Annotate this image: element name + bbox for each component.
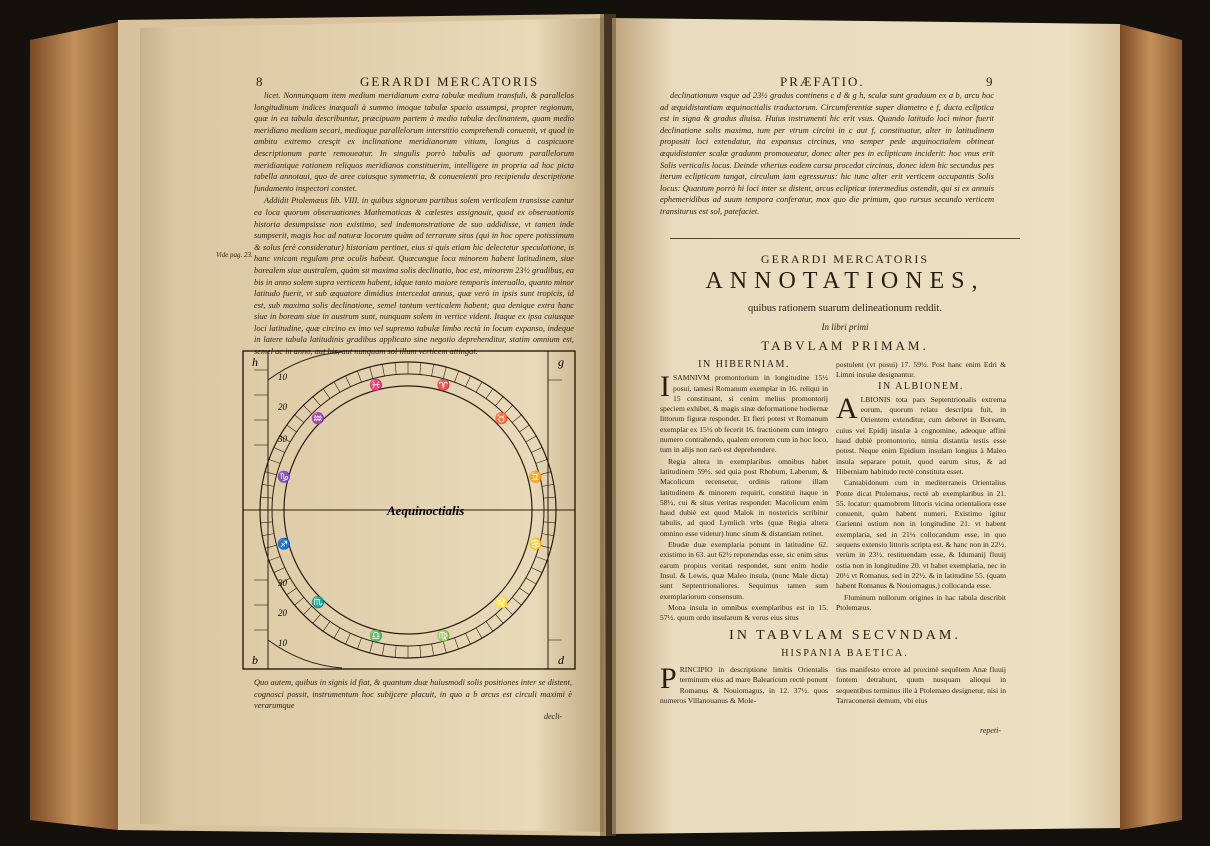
zodiac-sign-icon: ♎ xyxy=(369,630,384,643)
column-baetica-1 xyxy=(660,662,828,725)
paragraph: Ebudæ duæ exemplaria ponunt in latitudine 62. existimo in 63. aut 62½ reponendas esse, sic enim situs earum propius veritati respondet, sunt enim hodie Insul. & Lewis, quæ Maleo insula, (nunc Male dicta) sunt Septentrionaliores. Sequimus tamen sum exemplariorum consensum. xyxy=(660,540,828,601)
scale-label: 10 xyxy=(278,638,287,648)
page-number-right: 9 xyxy=(986,74,993,89)
ring-tick xyxy=(465,633,470,644)
zodiac-sign-icon: ♐ xyxy=(277,538,292,551)
ring-tick xyxy=(512,597,521,605)
ring-tick xyxy=(274,447,285,452)
ring-tick xyxy=(420,363,421,375)
column-albion xyxy=(836,360,1006,615)
ring-tick xyxy=(295,415,304,423)
catchword-left: decli- xyxy=(544,712,563,721)
ring-tick xyxy=(345,376,350,387)
drop-cap: I xyxy=(660,370,670,404)
ring-tick xyxy=(432,644,434,656)
ring-tick xyxy=(357,638,361,649)
ring-tick xyxy=(536,557,547,561)
tabulam-secundam: IN TABVLAM SECVNDAM. xyxy=(729,628,961,643)
astrolabe-figure xyxy=(242,350,576,670)
catchword-right: repeti- xyxy=(980,726,1002,735)
drop-cap: A xyxy=(836,391,858,425)
ring-tick xyxy=(334,382,340,392)
ring-tick xyxy=(531,567,542,572)
ring-tick xyxy=(455,638,459,649)
zodiac-sign-icon: ♉ xyxy=(494,413,509,426)
ring-tick xyxy=(265,545,277,548)
ring-tick xyxy=(519,425,529,432)
ring-tick xyxy=(395,363,396,375)
ring-tick xyxy=(382,364,384,376)
paragraph: licet. Nonnunquam item medium meridianum extra tabulæ medium transfuli, & parallelos longitudinum indices inæquali à summo imoque tabulæ spacio assumpsi, propter regionum, quæ in ea tabula describuntur, præcipuam partem à medio tabulæ declinantem, quam medio meridiano mediam secari, medioque parallelorum interstitio comprehendi conuenit, vt quod in ambitu extremo cresçit ex inclinatione meridianorum vitium, longius à cospicuore descriptionum parte remoueatur. In singulis porrò tabulis ad quorum parallelorum meridianique rationem reliquos meridianos constituerim, intelligere in propria ad hoc picta tabella annotaui, quo de aree cuiusque symmetria, & conuenienti pro recipienda descriptione fundamento inspectori constet. xyxy=(254,91,574,193)
paragraph: SAMNIVM promontorium in longitudine 15½ posui, tamesi Romanum exemplar in 16. reliqui in 15 constituant, si cenim melius promontorij speciem exhibet, & magis sinæ deformatione hodiernæ littorum figuræ respondet. Et fieri potest vt Romanum exemplar ex 15½ ob fecerit 16. fractionem cum integro numero contrahendo, qualem errorem cum in hoc loco, tum in alijs non rarò est deprehendere. xyxy=(660,373,828,455)
annotations-author: GERARDI MERCATORIS xyxy=(760,252,930,266)
zodiac-sign-icon: ♍ xyxy=(436,630,451,643)
zodiac-sign-icon: ♓ xyxy=(369,379,384,392)
ring-tick xyxy=(443,367,446,379)
paragraph: Addidit Ptolemæus lib. VIII. in quibus signorum partibus solem verticalem transisse cantur ea loca quorum obseruationes Mathematicas & cœlestes assignauit, quod ex obseruationis historia desumpsisse non existimo, sed indemonstratione de suo addidisse, vt tamen inde sumpserit, magis hoc ad naturæ locorum quàm ad terrarum situs (qui in hoc opere potissimum & solus ferè consideratur) historiam pertinet, eius si quis etiam hic delectetur speculatione, is hanc vnicam regulam præ oculis habeat. Quæcunque loca minorem habent latitudinem, siue borealem siue australem, quàm sit maxima solis declinatio, hoc est, minorem 23½ gradibus, ea bis in anno solem supra verticem habent, idque tanto maiore temporis interuallo, quanto minor latitudo fuerit, vt sub æquatore dimidius intercedat annus, quæ verò in ipsis sunt tropicis, id est, sub maxima solis declinatione, semel tantum verticalem habent; qua denique extra hanc siue in boream siue in austrum sunt, nunquam solem in vertice vident. Itaque ex ipsa cuiusque loci latitudine, quæ circino ex imo vel supremo tabulæ limbo rectà in locum expanso, indeque in latere tabula latitudinis gradibus applicato sine negotio deprehenditur, statim omnium est, semel ac in anno, aut bis, aut nunquam sol illum verticem attingat. xyxy=(254,196,574,357)
ring-tick xyxy=(382,644,384,656)
paragraph: Mona insula in omnibus exemplaribus est in 15. 57½. quum ordo insularum & verus eius situs xyxy=(660,602,828,623)
zodiac-sign-icon: ♒ xyxy=(311,413,325,426)
ring-tick xyxy=(287,588,297,595)
ring-tick xyxy=(265,472,277,475)
paragraph: RINCIPIO in descriptione limitis Orientalis terminum eius ad mare Balearicum rectè ponunt Romanus & Nouiomagus, in 12. 37½. quos numeros Villanouanus & Mole- xyxy=(660,665,828,705)
scale-label: 30 xyxy=(278,578,287,588)
left-page xyxy=(170,60,598,800)
ring-tick xyxy=(313,614,321,623)
tabulam-primam: TABVLAM PRIMAM. xyxy=(761,338,929,353)
column-hibernia xyxy=(660,359,828,623)
zodiac-sign-icon: ♌ xyxy=(494,596,509,609)
ring-tick xyxy=(543,497,555,498)
paragraph: Cantabidonum cum in mediterraneis Orientalius Ponte dicat Ptolemæus, rectè ab exemplaribus in 21. 55. locatur: quamobrem littoris vicina orientaliora esse conuenit, quàm habent numeri. Existimo igitur Garienni ostium non in longitudine 21. vt habent exemplaria, sed in 21½ collocandum esse, in quo sequens extensio littoris scripta est. & hanc non in 22½. verùm in 23½. restituendam esse, & Idumanij fluuij ostia non in longitudine 20. vt habet exemplaria, nec in 20½ vt Romanus, sed in 22½. & in latitudine 55. (quam habent Romanus & Nouiomagus,) collocanda esse. xyxy=(836,478,1006,591)
ring-tick xyxy=(512,415,521,423)
paragraph: tius manifesto errore ad proximè sequêtem Anæ fluuij fontem detrahunt, quum nusquam alioqui in sequentibus terminus ille à Ptolemæo designetur, nisi in Tarraconensi demum, vbi eius xyxy=(836,665,1006,705)
drop-cap: P xyxy=(660,662,677,695)
running-head-left: GERARDI MERCATORIS xyxy=(360,74,540,89)
equator-label: Aequinoctialis xyxy=(387,503,465,518)
corner-letter: d xyxy=(558,653,564,667)
ring-tick xyxy=(274,567,285,572)
ring-tick xyxy=(432,364,434,376)
ring-tick xyxy=(536,459,547,463)
scale-label: 20 xyxy=(278,608,287,618)
scale-label: 20 xyxy=(278,402,287,412)
ring-tick xyxy=(465,376,470,387)
page-number-left: 8 xyxy=(256,74,263,89)
paragraph: declinationum vsque ad 23½ gradus continens c d & g h, sculæ sunt graduum ex a b, arcu hoc ad æquidistantiam æquinoctialis traductorum. Circumferentiæ super diametro e f, ducta ecliptica est in signa & gradus diuisa. Huius instrumenti hic erit vsus. Quando latitudo loci minor fuerit declinatione solis maxima, tum per vtrum circini in c aut f, constituatur, alter in latitudinem propositi loci extendatur, ita expansus circinus, vno semper pede æquinoctialem obtineat æquidistanter scalæ gradunm promoueatur, donec alter pes in eclipticam inciderit: hoc vnus erit Solis verticalis locus. Deinde vtherius eodem cursu procedat circinus, donec idem hic secundus pes iterum eclipticam tangat, circulum iam egressurus: hic tunc alter erit verticem occupantis Solis locus: Quantum porrò hi loci inter se distent, arcus eclipticæ intermedius ostendit, qui si ex annuis ephemeridibus ad suum tempora conferatur, mox quo die primum, quo rursus secundo verticem transiturus est sol, patefaciet. xyxy=(660,91,994,216)
ring-tick xyxy=(370,367,373,379)
corner-letter: b xyxy=(252,653,258,667)
section-heading: IN ALBIONEM. xyxy=(878,380,964,392)
zodiac-sign-icon: ♈ xyxy=(436,379,451,392)
ring-tick xyxy=(357,371,361,382)
margin-note: Vide pag. 23. xyxy=(216,251,253,259)
ring-tick xyxy=(370,641,373,653)
annotations-title: ANNOTATIONES, xyxy=(705,268,985,294)
ring-tick xyxy=(345,633,350,644)
ring-tick xyxy=(287,425,297,432)
ring-tick xyxy=(526,578,536,584)
ring-tick xyxy=(295,597,304,605)
zodiac-sign-icon: ♏ xyxy=(311,596,325,609)
paragraph: postulent (vt posui) 17. 59½. Post hanc enim Edri & Limni insulæ designantur. xyxy=(836,360,1006,380)
corner-letter: h xyxy=(252,355,258,369)
zodiac-sign-icon: ♊ xyxy=(528,471,543,484)
ring-tick xyxy=(334,628,340,638)
running-head-right: PRÆFATIO. xyxy=(780,74,865,89)
ring-tick xyxy=(313,397,321,406)
ring-tick xyxy=(476,382,482,392)
left-body-text xyxy=(254,90,574,357)
figure-caption: Quo autem, quibus in signis id fiat, & quantum duæ huiusmodi solis positiones inter se distent, cognosci possit, instrumentum hoc subijcere placuit, in quo a b arcus est circuli maximi è verarumque xyxy=(254,678,572,711)
ring-tick xyxy=(323,389,330,399)
annotations-subtitle: quibus rationem suarum delineationum reddit. xyxy=(748,303,942,314)
scale-label: 10 xyxy=(278,372,287,382)
zodiac-sign-icon: ♑ xyxy=(277,471,292,484)
paragraph: Fluminum nullorum origines in hac tabula describit Ptolemæus. xyxy=(836,592,1006,612)
hispania-baetica: HISPANIA BAETICA. xyxy=(781,648,909,659)
ring-tick xyxy=(443,641,446,653)
section-heading: IN HIBERNIAM. xyxy=(698,359,790,370)
right-page xyxy=(640,60,1050,800)
ring-tick xyxy=(269,557,280,561)
scale-label: 30 xyxy=(278,434,287,444)
ring-tick xyxy=(486,621,493,631)
ring-tick xyxy=(531,447,542,452)
ring-tick xyxy=(395,645,396,657)
ring-tick xyxy=(455,371,459,382)
ring-tick xyxy=(519,588,529,595)
zodiac-sign-icon: ♋ xyxy=(528,538,543,551)
right-body-text xyxy=(660,90,994,236)
ring-tick xyxy=(495,614,503,623)
in-libri-primi: In libri primi xyxy=(821,322,869,332)
ring-tick xyxy=(420,645,421,657)
paragraph: LBIONIS tota pars Septentrionalis extrema eorum, quorum relatu descripta fuit, in Orientem extenditur, cum deberet in Boream, cuius vel Epidij insulæ à cognomine, adeoque affini haud dubiè promontorio, nimia distantia testis esse potest. Neque enim Epidium insulam longius à Maleo insula separare potuit, quod earum situs, & ad Hiberniam habitudo rectè constituta esset. xyxy=(836,394,1006,476)
ring-tick xyxy=(476,628,482,638)
ring-tick xyxy=(261,497,273,498)
ring-tick xyxy=(486,389,493,399)
corner-letter: g xyxy=(558,355,564,369)
ring-tick xyxy=(269,459,280,463)
paragraph: Regia altera in exemplaribus omnibus habet latitudinem 59½. sed quia post Rhobum, Laberum, & Macolicum recensetur, ordinis ratione illam latitudinem & minorem requirit, constitui itaque in 58½, cui & situs veritas respondet: Macolicum enim haud dubiè est quod Malok in nostericis scribitur tabulis, ad quod Lymlich vrbs (quæ Regia altera omnino esse videtur) hunc situm & distantiam retinet. xyxy=(660,456,828,538)
ring-tick xyxy=(323,621,330,631)
ring-tick xyxy=(495,397,503,406)
section-rule xyxy=(670,238,1020,239)
ring-tick xyxy=(261,522,273,523)
ring-tick xyxy=(543,522,555,523)
column-baetica-2 xyxy=(836,665,1006,725)
ring-tick xyxy=(526,436,536,442)
